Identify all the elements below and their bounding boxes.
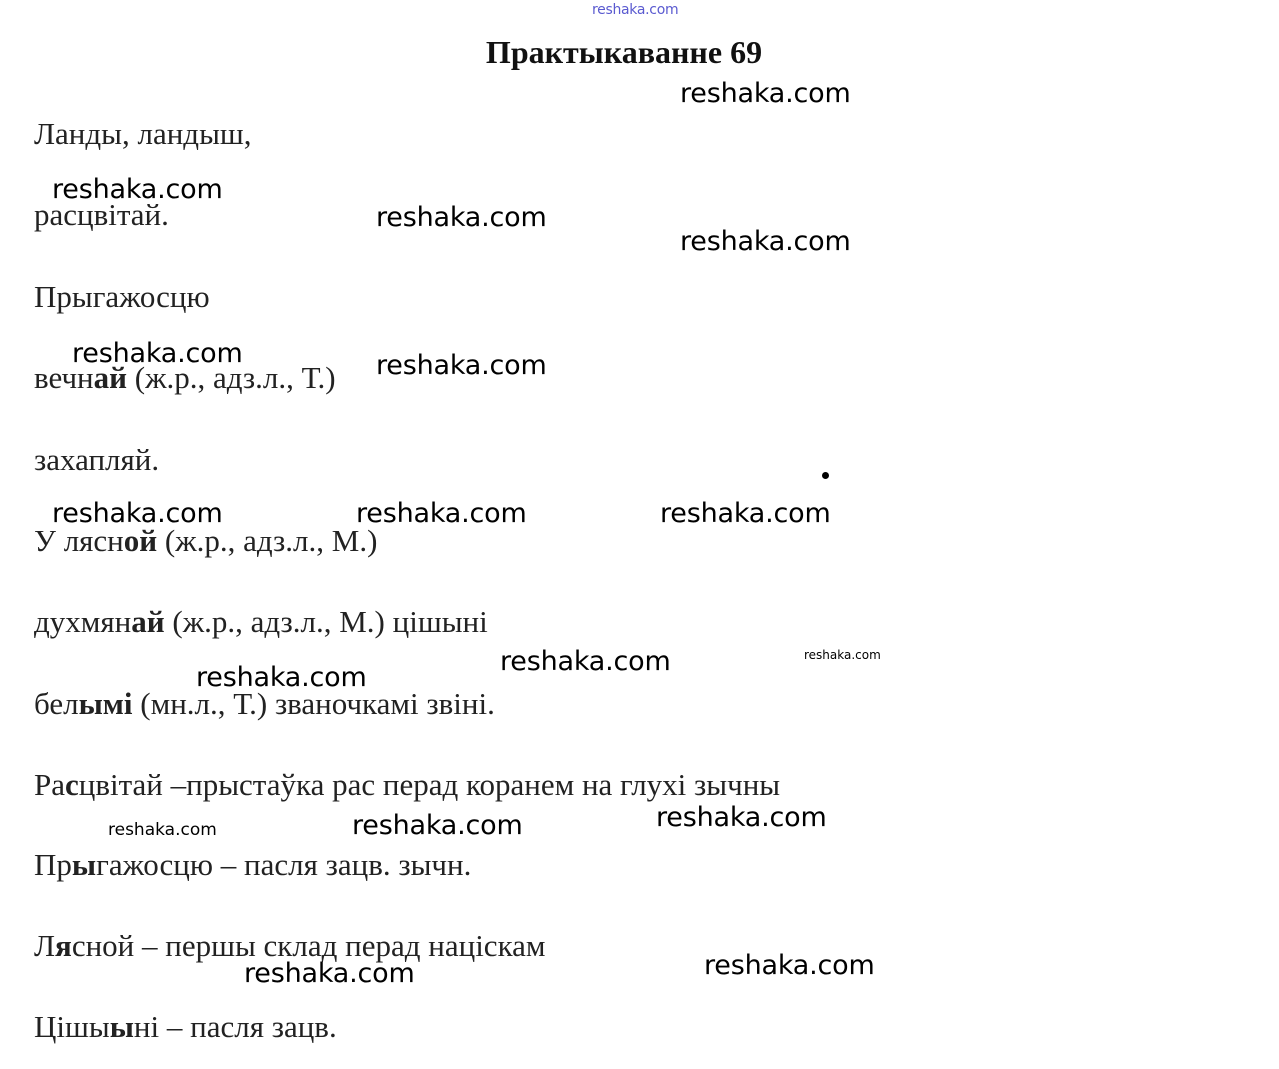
highlighted-letters: я — [55, 928, 72, 963]
watermark: reshaka.com — [500, 646, 671, 677]
watermark: reshaka.com — [356, 498, 527, 529]
text-segment: Ра — [34, 767, 65, 802]
text-segment: захапляй. — [34, 442, 160, 477]
text-segment: бел — [34, 686, 79, 721]
text-segment: ні – пасля зацв. — [133, 1009, 337, 1044]
watermark: reshaka.com — [680, 78, 851, 109]
text-segment: (ж.р., адз.л., Т.) — [127, 360, 336, 395]
text-line-7 — [34, 604, 488, 640]
text-line-12 — [34, 1009, 337, 1045]
watermark: reshaka.com — [376, 350, 547, 381]
highlighted-letters: ой — [123, 523, 158, 558]
highlighted-letters: ымі — [78, 686, 133, 721]
watermark: reshaka.com — [680, 226, 851, 257]
text-segment: расцвітай. — [34, 197, 169, 232]
highlighted-letters: с — [65, 767, 79, 802]
text-segment: Л — [34, 928, 56, 963]
text-segment: цвітай –прыстаўка рас перад коранем на глухі зычны — [78, 767, 781, 802]
highlighted-letters: ы — [109, 1009, 134, 1044]
text-segment: вечн — [34, 360, 94, 395]
stray-dot — [822, 472, 829, 479]
site-watermark-top: reshaka.com — [592, 2, 679, 18]
watermark: reshaka.com — [352, 810, 523, 841]
text-segment: сной – першы склад перад націскам — [71, 928, 546, 963]
watermark: reshaka.com — [376, 202, 547, 233]
highlighted-letters: ай — [131, 604, 165, 639]
text-line-5 — [34, 442, 159, 478]
page-title: Практыкаванне 69 — [485, 34, 763, 70]
text-segment: Цішы — [34, 1009, 110, 1044]
highlighted-letters: ы — [71, 847, 97, 882]
text-segment: (ж.р., адз.л., М.) цішыні — [164, 604, 488, 639]
text-segment: У лясн — [34, 523, 124, 558]
watermark: reshaka.com — [72, 338, 243, 369]
watermark: reshaka.com — [196, 662, 367, 693]
text-segment: Ланды, ландыш, — [34, 116, 252, 151]
text-segment: Пр — [34, 847, 72, 882]
highlighted-letters: ай — [93, 360, 127, 395]
watermark: reshaka.com — [244, 958, 415, 989]
text-segment: Прыгажосцю — [34, 279, 210, 314]
text-segment: (ж.р., адз.л., М.) — [157, 523, 378, 558]
watermark: reshaka.com — [704, 950, 875, 981]
watermark: reshaka.com — [52, 174, 223, 205]
text-line-1 — [34, 116, 252, 152]
watermark: reshaka.com — [660, 498, 831, 529]
text-segment: (мн.л., Т.) званочкамі звіні. — [132, 686, 495, 721]
watermark: reshaka.com — [804, 648, 881, 662]
text-line-9 — [34, 767, 780, 803]
text-line-10 — [34, 847, 471, 883]
watermark: reshaka.com — [108, 820, 217, 840]
text-segment: духмян — [34, 604, 132, 639]
text-segment: гажосцю – пасля зацв. зычн. — [96, 847, 472, 882]
watermark: reshaka.com — [52, 498, 223, 529]
text-line-3 — [34, 279, 210, 315]
watermark: reshaka.com — [656, 802, 827, 833]
